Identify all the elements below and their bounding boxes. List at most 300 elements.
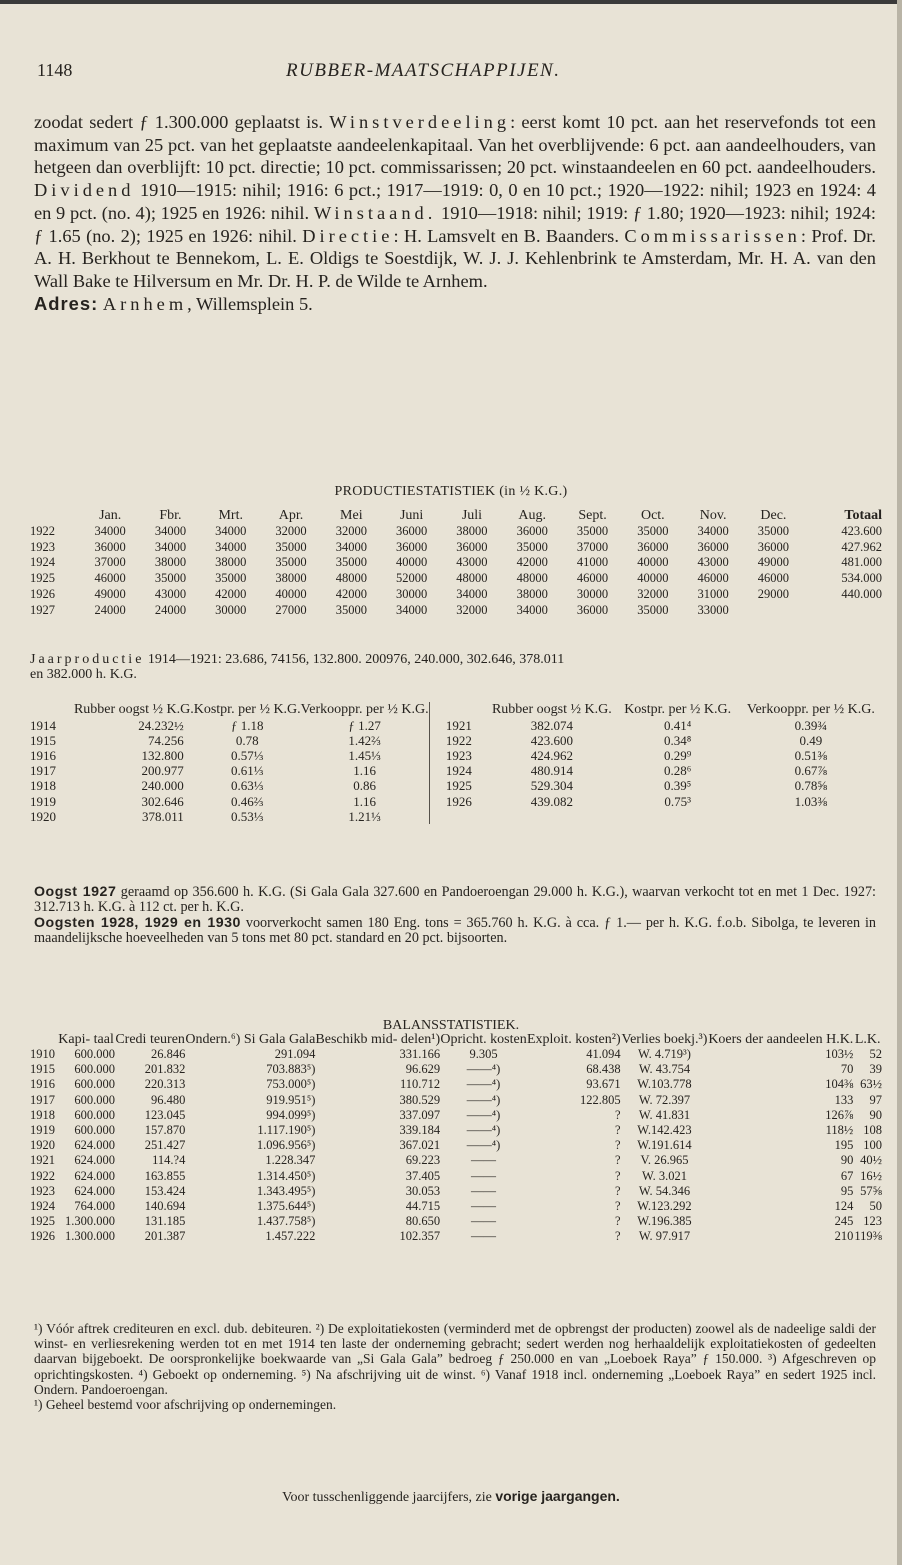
year-cell: 1922 [30, 1168, 55, 1183]
year-cell: 1916 [30, 1077, 55, 1092]
kostprijs-header: Kostpr. per ½ K.G. [624, 702, 732, 717]
year-cell: 1924 [30, 1199, 55, 1214]
month-header: Sept. [578, 508, 607, 523]
middelen-cell: 331.166 [399, 1047, 441, 1061]
koers-lk-cell: 108 [863, 1123, 882, 1138]
month-cell: 35000 [576, 523, 609, 538]
verlies-cell: W. 41.831 [638, 1107, 691, 1122]
koers-lk-cell: 16½ [860, 1168, 882, 1183]
balance-row [30, 1077, 882, 1092]
koers-hk-cell: 118½ [825, 1123, 854, 1138]
year-cell: 1924 [445, 763, 472, 779]
middelen-cell: 380.529 [399, 1092, 441, 1107]
month-header: Juni [399, 508, 424, 523]
verlies-cell: W. 43.754 [638, 1062, 691, 1077]
month-cell: 29000 [757, 586, 790, 601]
month-cell: 36000 [516, 523, 548, 538]
production-row [30, 555, 882, 571]
balance-table [30, 1032, 882, 1245]
verkoopprijs-header: Verkooppr. per ½ K.G. [746, 702, 875, 717]
balance-row [30, 1184, 882, 1199]
year-cell: 1922 [445, 732, 472, 748]
month-cell: 38000 [456, 523, 488, 538]
harvest-1928-label: Oogsten 1928, 1929 en 1930 [34, 914, 241, 931]
crediteuren-cell: 201.387 [144, 1229, 186, 1244]
verkoopprijs-cell: 0.49 [799, 732, 823, 748]
jaarproductie [30, 652, 882, 682]
middelen-cell: 69.223 [405, 1153, 441, 1168]
year-cell: 1919 [30, 1123, 55, 1138]
exploitatie-cell: ? [615, 1107, 621, 1122]
oogst-header: Rubber oogst ½ K.G. [491, 702, 612, 717]
month-cell: 35000 [275, 555, 307, 570]
koers-lk-cell: 39 [869, 1062, 882, 1077]
oprichting-cell: ——⁴) [466, 1092, 501, 1107]
balance-body [30, 1047, 882, 1245]
month-cell: 35000 [335, 602, 367, 617]
crediteuren-header: Credi teuren [115, 1032, 185, 1047]
month-cell: 36000 [396, 539, 428, 554]
onderneming-cell: 1.228.347 [265, 1153, 316, 1168]
crediteuren-cell: 123.045 [144, 1107, 186, 1122]
year-cell: 1920 [30, 808, 56, 824]
oogst-cell: 423.600 [530, 732, 573, 748]
middelen-cell: 339.184 [399, 1123, 441, 1138]
kapitaal-cell: 600.000 [74, 1047, 115, 1061]
kostprijs-header: Kostpr. per ½ K.G. [193, 702, 301, 717]
oogst-cell: 302.646 [141, 793, 184, 809]
kapitaal-cell: 764.000 [74, 1199, 115, 1214]
month-cell: 46000 [576, 571, 609, 586]
empty-cell [740, 809, 882, 824]
month-cell: 32000 [335, 523, 367, 538]
middelen-cell: 80.650 [405, 1214, 441, 1229]
total-cell: 440.000 [841, 586, 882, 601]
empty-cell [429, 809, 488, 824]
month-cell: 46000 [757, 571, 790, 586]
exploitatie-cell: ? [615, 1168, 621, 1183]
onderneming-cell: 703.883⁵) [266, 1062, 316, 1077]
kostprijs-cell: 0.75³ [664, 793, 691, 809]
onderneming-cell: 1.117.190⁵) [257, 1123, 316, 1138]
kapitaal-cell: 600.000 [74, 1107, 115, 1122]
page-header [0, 60, 902, 84]
koers-lk-cell: 100 [863, 1138, 882, 1153]
koers-hk-cell: 195 [834, 1138, 854, 1153]
total-header: Totaal [844, 508, 882, 523]
oprichting-cell: —— [471, 1183, 497, 1198]
verlies-cell: W.142.423 [637, 1123, 692, 1138]
middelen-cell: 44.715 [405, 1199, 441, 1214]
exploitatiekosten-header: Exploit. kosten²) [526, 1032, 621, 1047]
dividend-label: Dividend [34, 180, 135, 201]
month-cell: 34000 [215, 539, 247, 554]
kostprijs-cell: 0.39⁵ [664, 778, 692, 794]
month-cell: 52000 [396, 571, 428, 586]
oprichting-cell: ——⁴) [466, 1123, 501, 1138]
oogst-cell: 382.074 [530, 717, 573, 733]
verlies-cell: W.103.778 [637, 1077, 692, 1092]
month-header: Jan. [99, 508, 122, 523]
middelen-cell: 30.053 [405, 1183, 441, 1198]
year-header [30, 1032, 57, 1047]
year-cell: 1921 [445, 717, 472, 733]
middelen-cell: 110.712 [399, 1077, 441, 1092]
winstverdeeling-label: Winstverdeeling [329, 112, 511, 132]
onderneming-cell: 1.375.644⁵) [256, 1199, 316, 1214]
month-cell: 36000 [576, 602, 609, 617]
month-header: Fbr. [159, 508, 182, 523]
month-cell: 34000 [94, 523, 126, 538]
balance-row [30, 1093, 882, 1108]
commissarissen-label: Commissarissen [624, 225, 801, 246]
koers-hk-cell: 126⅞ [825, 1107, 854, 1122]
year-cell: 1923 [30, 1183, 55, 1198]
month-header: Oct. [640, 508, 665, 523]
verlies-cell: W. 4.719³) [637, 1047, 691, 1061]
onderneming-cell: 1.457.222 [265, 1229, 316, 1244]
month-cell: 24000 [94, 602, 126, 617]
kostprijs-cell: 0.78 [235, 732, 259, 748]
balance-row [30, 1153, 882, 1168]
koers-lk-cell: 123 [863, 1214, 882, 1229]
oogst-cell: 24.232½ [138, 717, 184, 733]
balance-row [30, 1123, 882, 1138]
month-cell: 30000 [215, 602, 247, 617]
verlies-cell: W. 3.021 [641, 1168, 687, 1183]
oprichting-cell: —— [471, 1214, 497, 1229]
oprichting-cell: —— [471, 1229, 497, 1244]
production-row [30, 524, 882, 540]
winstverdeeling-text: : eerst komt 10 pct. aan het reservefonds tot een maximum van 25 pct. van het geplaatste aandeelenkapitaal. Van het overblijvende: 6 pct. aan aandeelhouders, van hetgeen dan overblijft: 10 pct. directie; 10 pct. commissarissen; 20 pct. winstaandeelen en 60 pct. aandeelhouders. [34, 112, 877, 178]
production-row [30, 571, 882, 587]
month-cell: 43000 [154, 586, 187, 601]
year-cell: 1915 [30, 1062, 55, 1077]
koers-hk-cell: 90 [840, 1153, 854, 1168]
onderneming-cell: 753.000⁵) [266, 1077, 316, 1092]
oprichting-cell: 9.305 [469, 1047, 498, 1061]
verlies-cell: W.191.614 [637, 1138, 692, 1153]
exploitatie-cell: ? [615, 1214, 621, 1229]
rubber-cost-table [30, 702, 882, 824]
rubber-body [30, 718, 882, 824]
month-cell: 49000 [757, 555, 790, 570]
month-cell: 43000 [456, 555, 488, 570]
crediteuren-cell: 163.855 [144, 1168, 186, 1183]
exploitatie-cell: ? [615, 1138, 621, 1153]
month-cell: 30000 [576, 586, 609, 601]
kostprijs-cell: 0.63⅓ [230, 778, 264, 794]
verlies-cell: W. 72.397 [638, 1092, 691, 1107]
balance-row [30, 1169, 882, 1184]
address-city: Arnhem [102, 293, 188, 314]
month-cell: 40000 [637, 571, 669, 586]
koers-lk-cell: 57⅝ [860, 1183, 882, 1198]
month-cell: 46000 [94, 571, 126, 586]
kapitaal-cell: 600.000 [74, 1077, 115, 1092]
rubber-row [30, 748, 882, 763]
oogst-cell: 240.000 [141, 778, 184, 794]
commissarissen-text: : Prof. Dr. A. H. Berkhout te Bennekom, L. E. Oldigs te Soestdijk, W. J. J. Kehlenbrink te Amsterdam, Mr. H. A. van den Wall Bake te Hilversum en Mr. Dr. H. P. de Wilde te Arnhem. [34, 225, 876, 291]
year-cell: 1914 [30, 717, 56, 733]
koers-hk-cell: 67 [840, 1168, 854, 1183]
verlies-header: Verlies boekj.³) [621, 1032, 708, 1047]
crediteuren-cell: 131.185 [144, 1214, 186, 1229]
month-cell: 34000 [697, 523, 729, 538]
address-text: , Willemsplein 5. [187, 293, 313, 314]
month-cell: 35000 [154, 571, 187, 586]
month-cell: 32000 [637, 586, 669, 601]
verlies-cell: V. 26.965 [640, 1153, 689, 1168]
koers-hk-cell: 103½ [825, 1047, 854, 1061]
month-cell [743, 603, 803, 619]
empty-cell [616, 809, 740, 824]
kostprijs-cell: ƒ 1.18 [230, 717, 264, 733]
kostprijs-cell: 0.29⁹ [664, 747, 692, 763]
rubber-row [30, 733, 882, 748]
onderneming-cell: 1.096.956⁵) [256, 1138, 316, 1153]
oprichting-cell: ——⁴) [466, 1138, 501, 1153]
month-cell: 24000 [154, 602, 187, 617]
crediteuren-cell: 251.427 [144, 1138, 186, 1153]
month-cell: 34000 [335, 539, 367, 554]
month-cell: 32000 [275, 523, 307, 538]
exploitatie-cell: ? [615, 1153, 621, 1168]
month-cell: 32000 [456, 602, 488, 617]
month-header: Mrt. [218, 508, 243, 523]
balance-row [30, 1062, 882, 1077]
total-cell: 427.962 [841, 539, 882, 554]
total-cell: 423.600 [841, 523, 882, 538]
month-cell: 30000 [396, 586, 428, 601]
month-cell: 34000 [215, 523, 247, 538]
production-body [30, 524, 882, 619]
month-cell: 36000 [697, 539, 729, 554]
koers-hk-cell: 124 [834, 1199, 854, 1214]
koers-lk-cell: 90 [869, 1107, 882, 1122]
year-cell: 1915 [30, 732, 56, 748]
verkoopprijs-cell: 0.39¾ [794, 717, 828, 733]
middelen-cell: 367.021 [399, 1138, 441, 1153]
jaarproductie-line [30, 652, 882, 667]
verkoopprijs-cell: 1.16 [301, 794, 429, 809]
verkoopprijs-header: Verkooppr. per ½ K.G. [300, 702, 429, 717]
month-cell: 35000 [516, 539, 548, 554]
kapitaal-cell: 624.000 [74, 1138, 115, 1153]
year-cell: 1926 [445, 793, 472, 809]
production-row [30, 603, 882, 619]
crediteuren-cell: 220.313 [144, 1077, 186, 1092]
month-cell: 38000 [275, 571, 307, 586]
exploitatie-cell: ? [615, 1199, 621, 1214]
footer-note [0, 1488, 902, 1506]
month-cell: 46000 [697, 571, 729, 586]
month-cell: 27000 [275, 602, 307, 617]
month-cell: 49000 [94, 586, 126, 601]
verkoopprijs-cell: ƒ 1.27 [301, 718, 429, 733]
month-header: Mei [340, 508, 363, 523]
kapitaal-cell: 600.000 [74, 1123, 115, 1138]
month-cell: 37000 [576, 539, 609, 554]
kostprijs-cell: 0.41⁴ [664, 717, 692, 733]
year-cell: 1918 [30, 1107, 55, 1122]
exploitatie-cell: ? [615, 1229, 621, 1244]
month-cell: 31000 [697, 586, 729, 601]
jaarproductie-label: Jaarproductie [30, 652, 145, 667]
month-cell: 48000 [456, 571, 488, 586]
onderneming-cell: 1.343.495⁵) [256, 1183, 316, 1198]
year-cell: 1918 [30, 778, 56, 794]
harvest-1927 [34, 885, 876, 916]
year-cell: 1924 [30, 555, 55, 570]
verkoopprijs-cell: 1.21⅓ [301, 809, 429, 824]
directie-text: : H. Lamsvelt en B. Baanders. [393, 225, 619, 246]
production-title: PRODUCTIESTATISTIEK (in ½ K.G.) [334, 484, 568, 499]
middelen-cell: 102.357 [399, 1229, 441, 1244]
exploitatie-cell: 41.094 [586, 1047, 621, 1061]
harvest-1928-1930 [34, 916, 876, 947]
year-cell: 1925 [30, 571, 55, 586]
year-cell: 1925 [30, 1214, 55, 1229]
kostprijs-cell: 0.53⅓ [230, 808, 264, 824]
production-header-row [30, 508, 882, 524]
month-cell: 33000 [697, 602, 729, 617]
balance-row [30, 1138, 882, 1153]
oprichting-cell: ——⁴) [466, 1062, 501, 1077]
koers-hk-cell: 95 [840, 1183, 854, 1198]
kapitaal-cell: 624.000 [74, 1183, 115, 1198]
rubber-row [30, 718, 882, 733]
total-cell: 481.000 [841, 555, 882, 570]
beschikbare-middelen-header: Beschikb mid- delen¹) [315, 1032, 441, 1047]
koers-lk-cell: 97 [869, 1092, 882, 1107]
onderneming-cell: 1.314.450⁵) [256, 1168, 316, 1183]
month-cell: 36000 [637, 539, 669, 554]
onderneming-header: Ondern.⁶) Si Gala Gala [185, 1032, 316, 1047]
verlies-cell: W. 97.917 [638, 1229, 691, 1244]
koers-lk-cell: 50 [869, 1199, 882, 1214]
footer-bold: vorige jaargangen. [495, 1488, 620, 1504]
koers-hk-cell: 245 [834, 1214, 854, 1229]
koers-lk-cell: 119⅜ [854, 1229, 882, 1244]
footer-text: Voor tusschenliggende jaarcijfers, zie [282, 1490, 496, 1505]
month-cell: 34000 [516, 602, 548, 617]
harvest-1928-text: voorverkocht samen 180 Eng. tons = 365.760 h. K.G. à cca. ƒ 1.— per h. K.G. f.o.b. Sibolga, te leveren in maandelijksche hoeveelheden van 5 tons met 80 pct. standard en 20 pct. bijsoorten. [34, 914, 876, 946]
exploitatie-cell: ? [615, 1123, 621, 1138]
oogst-cell: 480.914 [530, 763, 573, 779]
balance-row [30, 1214, 882, 1229]
oprichtingskosten-header: Opricht. kosten [440, 1032, 527, 1047]
month-cell: 42000 [516, 555, 548, 570]
kostprijs-cell: 0.46⅔ [230, 793, 264, 809]
exploitatie-cell: 93.671 [586, 1077, 621, 1092]
oogst-cell: 132.800 [141, 747, 184, 763]
page-number: 1148 [37, 60, 73, 80]
verkoopprijs-cell: 0.78⅝ [794, 778, 828, 794]
winstaandeelen-label: Winstaand. [313, 202, 437, 223]
company-description [34, 111, 876, 315]
year-cell: 1927 [30, 602, 55, 617]
production-row [30, 587, 882, 603]
production-row [30, 540, 882, 556]
koers-hk-cell: 133 [834, 1092, 854, 1107]
oprichting-cell: ——⁴) [466, 1077, 501, 1092]
rubber-row [30, 794, 882, 809]
year-cell: 1921 [30, 1153, 55, 1168]
month-cell: 48000 [516, 571, 548, 586]
koers-hk-cell: 210 [834, 1229, 854, 1244]
balance-header-row [30, 1032, 882, 1047]
onderneming-cell: 994.099⁵) [266, 1107, 316, 1122]
year-cell: 1926 [30, 586, 55, 601]
footnotes [34, 1321, 876, 1412]
middelen-cell: 37.405 [405, 1168, 441, 1183]
footnote-extra: ¹) Geheel bestemd voor afschrijving op ondernemingen. [34, 1397, 337, 1413]
month-header: Dec. [760, 508, 787, 523]
empty-cell [488, 809, 615, 824]
verlies-cell: W. 54.346 [638, 1183, 691, 1198]
year-cell: 1917 [30, 763, 56, 779]
month-cell: 35000 [275, 539, 307, 554]
year-cell: 1926 [30, 1229, 55, 1244]
balance-row [30, 1047, 882, 1062]
oprichting-cell: —— [471, 1199, 497, 1214]
month-cell: 36000 [396, 523, 428, 538]
crediteuren-cell: 153.424 [144, 1183, 186, 1198]
koers-hk-cell: 104⅜ [825, 1077, 854, 1092]
month-cell: 34000 [396, 602, 428, 617]
year-cell: 1922 [30, 523, 55, 538]
month-cell: 35000 [215, 571, 247, 586]
harvest-1927-text: geraamd op 356.600 h. K.G. (Si Gala Gala 327.600 en Pandoeroengan 29.000 h. K.G.), waarvan verkocht tot en met 1 Dec. 1927: 312.713 h. K.G. à 112 ct. per h. K.G. [34, 884, 876, 916]
month-cell: 36000 [757, 539, 790, 554]
kapitaal-cell: 600.000 [74, 1062, 115, 1077]
harvest-1927-label: Oogst 1927 [34, 884, 117, 900]
jaarproductie-values: 1914—1921: 23.686, 74156, 132.800. 200976, 240.000, 302.646, 378.011 [147, 652, 565, 667]
exploitatie-cell: 68.438 [586, 1062, 621, 1077]
year-cell: 1919 [30, 793, 56, 809]
crediteuren-cell: 140.694 [144, 1199, 186, 1214]
verkoopprijs-cell: 1.16 [301, 763, 429, 778]
crediteuren-cell: 96.480 [150, 1092, 186, 1107]
oogst-header: Rubber oogst ½ K.G. [73, 702, 194, 717]
kapitaal-cell: 624.000 [74, 1153, 115, 1168]
address-line [34, 293, 876, 316]
month-cell: 36000 [456, 539, 488, 554]
oprichting-cell: —— [471, 1168, 497, 1183]
koers-lk-header: L.K. [854, 1032, 881, 1047]
crediteuren-cell: 26.846 [150, 1047, 186, 1061]
total-cell: 534.000 [841, 571, 882, 586]
month-cell: 40000 [396, 555, 428, 570]
balance-row [30, 1199, 882, 1214]
month-cell: 41000 [576, 555, 609, 570]
year-cell: 1920 [30, 1138, 55, 1153]
oogst-cell: 439.082 [530, 793, 573, 809]
koers-hk-header: Koers der aandeelen H.K. [708, 1032, 854, 1047]
running-title: RUBBER-MAATSCHAPPIJEN. [286, 60, 561, 81]
year-header [30, 702, 74, 718]
balance-row [30, 1229, 882, 1244]
production-table [30, 508, 882, 619]
verkoopprijs-cell: 0.67⅞ [794, 763, 828, 779]
onderneming-cell: 919.951⁵) [266, 1092, 316, 1107]
address-label: Adres: [34, 292, 99, 314]
month-header: Apr. [278, 508, 304, 523]
month-header: Aug. [518, 508, 547, 523]
kapitaal-header: Kapi- taal [58, 1032, 114, 1047]
oogst-cell: 378.011 [141, 808, 184, 824]
